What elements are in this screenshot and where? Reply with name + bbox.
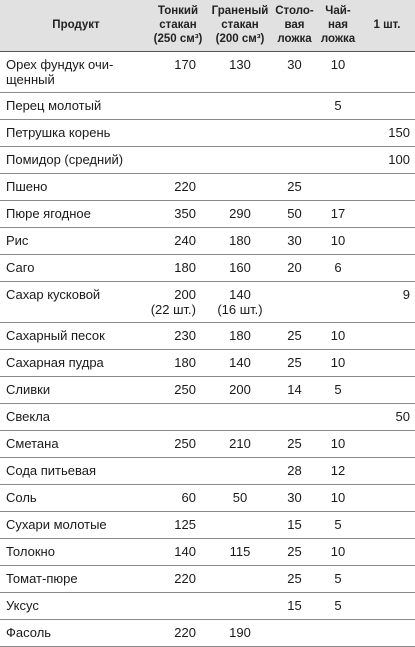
cell-thin-glass [148,147,208,174]
table-row [0,147,415,174]
cell-tablespoon [272,620,317,647]
cell-tablespoon: 30 [272,52,317,93]
cell-tablespoon [272,282,317,323]
cell-one-piece [359,174,415,201]
cell-one-piece: 150 [359,120,415,147]
cell-thin-glass: 220 [148,620,208,647]
cell-tablespoon [272,93,317,120]
cell-product: Пюре ягодное [0,201,148,228]
cell-product: Соль [0,485,148,512]
cell-teaspoon: 10 [317,323,359,350]
cell-faceted-glass [208,512,272,539]
cell-tablespoon: 25 [272,174,317,201]
cell-faceted-glass [208,593,272,620]
cell-thin-glass [148,404,208,431]
cell-tablespoon: 25 [272,539,317,566]
table-row [0,620,415,647]
cell-one-piece [359,620,415,647]
header-row [0,0,415,52]
cell-product: Саго [0,255,148,282]
cell-teaspoon: 5 [317,377,359,404]
cell-teaspoon: 10 [317,52,359,93]
cell-teaspoon: 10 [317,485,359,512]
table-row [0,323,415,350]
cell-thin-glass: 180 [148,350,208,377]
cell-faceted-glass [208,458,272,485]
cell-product: Сахарный песок [0,323,148,350]
cell-tablespoon [272,120,317,147]
cell-one-piece [359,201,415,228]
cell-teaspoon [317,282,359,323]
table-row [0,431,415,458]
cell-product: Сухари молотые [0,512,148,539]
cell-one-piece [359,539,415,566]
cell-teaspoon: 17 [317,201,359,228]
table-row [0,458,415,485]
table-row [0,404,415,431]
cell-product: Сметана [0,431,148,458]
header-thin-glass: Тонкий стакан (250 см³) [148,0,208,52]
cell-teaspoon: 5 [317,93,359,120]
cell-thin-glass: 60 [148,485,208,512]
cell-tablespoon [272,404,317,431]
cell-teaspoon: 12 [317,458,359,485]
cell-tablespoon: 25 [272,350,317,377]
cell-tablespoon: 14 [272,377,317,404]
cell-product: Петрушка корень [0,120,148,147]
cell-one-piece [359,485,415,512]
table-row [0,93,415,120]
cell-tablespoon: 20 [272,255,317,282]
cell-thin-glass: 350 [148,201,208,228]
cell-one-piece [359,566,415,593]
cell-teaspoon [317,147,359,174]
cell-thin-glass: 240 [148,228,208,255]
cell-one-piece: 50 [359,404,415,431]
cell-one-piece: 100 [359,147,415,174]
cell-thin-glass: 220 [148,566,208,593]
cell-faceted-glass: 50 [208,485,272,512]
cell-tablespoon: 50 [272,201,317,228]
cell-tablespoon: 15 [272,512,317,539]
cell-faceted-glass [208,566,272,593]
cell-faceted-glass: 290 [208,201,272,228]
cell-faceted-glass: 190 [208,620,272,647]
header-teaspoon: Чай- ная ложка [317,0,359,52]
cell-one-piece [359,431,415,458]
cell-thin-glass: 180 [148,255,208,282]
table-row [0,539,415,566]
cell-faceted-glass: 200 [208,377,272,404]
cell-thin-glass: 230 [148,323,208,350]
cell-product: Сода питьевая [0,458,148,485]
cell-thin-glass [148,458,208,485]
cell-teaspoon: 5 [317,566,359,593]
table-body [0,52,415,647]
cell-one-piece [359,52,415,93]
table-row [0,228,415,255]
table-row [0,350,415,377]
cell-one-piece [359,377,415,404]
cell-faceted-glass [208,93,272,120]
table-row [0,485,415,512]
cell-teaspoon [317,174,359,201]
cell-faceted-glass: 130 [208,52,272,93]
cell-teaspoon: 5 [317,512,359,539]
cell-one-piece [359,323,415,350]
cell-thin-glass: 125 [148,512,208,539]
table-row [0,52,415,93]
cell-product: Фасоль [0,620,148,647]
cell-teaspoon: 10 [317,350,359,377]
cell-thin-glass: 170 [148,52,208,93]
cell-product: Рис [0,228,148,255]
table-row [0,282,415,323]
cell-one-piece [359,350,415,377]
cell-thin-glass [148,593,208,620]
cell-tablespoon: 25 [272,566,317,593]
cell-product: Сахарная пудра [0,350,148,377]
cell-one-piece [359,93,415,120]
cell-tablespoon: 28 [272,458,317,485]
cell-faceted-glass: 180 [208,228,272,255]
cell-tablespoon: 25 [272,323,317,350]
cell-one-piece [359,458,415,485]
table-row [0,377,415,404]
cell-thin-glass [148,120,208,147]
table-row [0,593,415,620]
cell-faceted-glass: 210 [208,431,272,458]
cell-one-piece: 9 [359,282,415,323]
cell-thin-glass [148,93,208,120]
cell-product: Орех фундук очи- щенный [0,52,148,93]
cell-teaspoon [317,620,359,647]
cell-product: Перец молотый [0,93,148,120]
cell-faceted-glass: 140 (16 шт.) [208,282,272,323]
cell-teaspoon: 10 [317,431,359,458]
cell-faceted-glass [208,174,272,201]
cell-thin-glass: 140 [148,539,208,566]
cell-tablespoon [272,147,317,174]
cell-tablespoon: 30 [272,485,317,512]
cell-thin-glass: 250 [148,431,208,458]
header-product: Продукт [0,0,148,52]
cell-product: Томат-пюре [0,566,148,593]
cell-one-piece [359,593,415,620]
cell-thin-glass: 250 [148,377,208,404]
table-row [0,512,415,539]
cell-product: Пшено [0,174,148,201]
cell-teaspoon: 5 [317,593,359,620]
cell-teaspoon: 10 [317,228,359,255]
cell-faceted-glass [208,120,272,147]
cell-tablespoon: 30 [272,228,317,255]
header-faceted-glass: Граненый стакан (200 см³) [208,0,272,52]
cell-faceted-glass [208,404,272,431]
cell-thin-glass: 200 (22 шт.) [148,282,208,323]
table-header [0,0,415,52]
cell-teaspoon: 10 [317,539,359,566]
cell-tablespoon: 25 [272,431,317,458]
cell-faceted-glass: 115 [208,539,272,566]
cell-teaspoon [317,120,359,147]
cell-one-piece [359,255,415,282]
cell-product: Помидор (средний) [0,147,148,174]
cell-thin-glass: 220 [148,174,208,201]
cell-tablespoon: 15 [272,593,317,620]
table-row [0,201,415,228]
cell-faceted-glass: 180 [208,323,272,350]
table-row [0,255,415,282]
cell-product: Уксус [0,593,148,620]
header-one-piece: 1 шт. [359,0,415,52]
cell-teaspoon: 6 [317,255,359,282]
cell-faceted-glass: 160 [208,255,272,282]
cell-product: Сахар кусковой [0,282,148,323]
cell-product: Свекла [0,404,148,431]
cell-faceted-glass: 140 [208,350,272,377]
cell-faceted-glass [208,147,272,174]
table-row [0,174,415,201]
cell-one-piece [359,512,415,539]
table-row [0,120,415,147]
header-tablespoon: Столо- вая ложка [272,0,317,52]
table-row [0,566,415,593]
cell-one-piece [359,228,415,255]
cell-product: Толокно [0,539,148,566]
cell-teaspoon [317,404,359,431]
cell-product: Сливки [0,377,148,404]
